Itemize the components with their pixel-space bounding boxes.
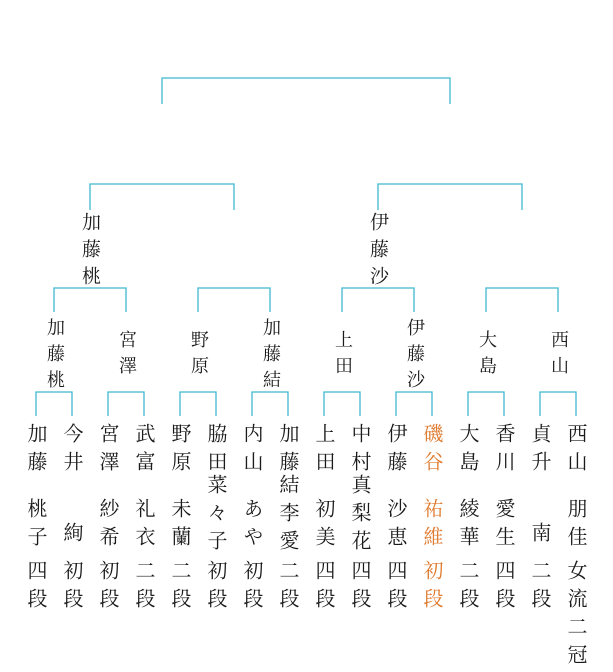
player-given-14 [492,498,516,554]
bracket-quarter-4 [486,288,558,312]
player-given-4-text: 礼衣 [132,498,156,554]
round2-name-3-text: 野原 [188,330,209,382]
player-family-6-text: 脇田 [204,423,228,479]
player-family-9 [312,423,336,479]
player-family-12-text: 磯谷 [420,423,444,479]
round2-name-2 [114,330,138,382]
player-given-7-text: あや [240,498,264,554]
round2-name-7-text: 大島 [476,330,497,382]
player-given-3-text: 紗希 [96,498,120,554]
player-given-3 [96,498,120,554]
player-given-2-text: 絢 [60,522,84,550]
player-rank-12 [420,560,444,616]
player-rank-4-text: 二段 [132,560,156,616]
player-given-14-text: 愛生 [492,498,516,554]
player-given-8 [276,474,300,558]
player-given-8-text: 結李愛 [276,474,300,558]
player-given-11-text: 沙恵 [384,498,408,554]
bracket-semifinal-right [378,184,522,210]
player-rank-13-text: 二段 [456,560,480,616]
player-family-11 [384,423,408,479]
player-rank-14 [492,560,516,616]
player-family-7 [240,423,264,479]
player-given-5-text: 未蘭 [168,498,192,554]
player-family-15 [528,423,552,479]
player-rank-15-text: 二段 [528,560,552,616]
player-family-12 [420,423,444,479]
round2-name-1 [42,318,66,396]
player-family-2-text: 今井 [60,423,84,479]
player-family-8 [276,423,300,479]
player-family-13 [456,423,480,479]
player-family-16 [564,423,588,479]
player-rank-10-text: 四段 [348,560,372,616]
round2-name-8 [546,330,570,382]
player-family-13-text: 大島 [456,423,480,479]
player-given-11 [384,498,408,554]
player-rank-7 [240,560,264,616]
player-rank-12-text: 初段 [420,560,444,616]
player-family-7-text: 内山 [240,423,264,479]
player-family-4-text: 武富 [132,423,156,479]
player-given-16-text: 朋佳 [564,498,588,554]
bracket-round1-2 [108,392,144,416]
player-rank-14-text: 四段 [492,560,516,616]
round2-name-6 [402,318,426,396]
player-rank-11 [384,560,408,616]
player-family-4 [132,423,156,479]
bracket-semifinal-left [90,184,234,210]
round2-name-5-text: 上田 [332,330,353,382]
player-rank-5-text: 二段 [168,560,192,616]
player-rank-2-text: 初段 [60,560,84,616]
round2-name-5 [330,330,354,382]
player-given-13-text: 綾華 [456,498,480,554]
player-given-15 [528,522,552,550]
player-family-16-text: 西山 [564,423,588,479]
player-rank-1-text: 四段 [24,560,48,616]
player-rank-7-text: 初段 [240,560,264,616]
round2-name-7 [474,330,498,382]
player-given-15-text: 南 [528,522,552,550]
player-given-6-text: 菜々子 [204,474,228,558]
player-family-10-text: 中村 [348,423,372,479]
player-family-14 [492,423,516,479]
player-family-14-text: 香川 [492,423,516,479]
player-rank-4 [132,560,156,616]
player-given-6 [204,474,228,558]
player-family-11-text: 伊藤 [384,423,408,479]
player-given-9 [312,498,336,554]
round2-name-4 [258,318,282,396]
player-given-9-text: 初美 [312,498,336,554]
round2-name-3 [186,330,210,382]
player-family-2 [60,423,84,479]
semifinal-name-1 [78,212,102,293]
player-family-10 [348,423,372,479]
player-family-15-text: 貞升 [528,423,552,479]
player-given-5 [168,498,192,554]
round2-name-2-text: 宮澤 [116,330,137,382]
player-rank-8-text: 二段 [276,560,300,616]
player-rank-5 [168,560,192,616]
player-given-12 [420,498,444,554]
player-rank-13 [456,560,480,616]
player-family-5 [168,423,192,479]
semifinal-name-1-text: 加藤桃 [79,212,101,293]
player-family-3 [96,423,120,479]
semifinal-name-2-text: 伊藤沙 [367,212,389,293]
player-rank-1 [24,560,48,616]
player-given-7 [240,498,264,554]
player-given-12-text: 祐維 [420,498,444,554]
player-family-1 [24,423,48,479]
player-rank-8 [276,560,300,616]
player-family-5-text: 野原 [168,423,192,479]
player-rank-9-text: 四段 [312,560,336,616]
bracket-round1-7 [468,392,504,416]
player-given-1 [24,498,48,554]
player-rank-6-text: 初段 [204,560,228,616]
semifinal-name-2 [366,212,390,293]
round2-name-1-text: 加藤桃 [44,318,65,396]
player-rank-15 [528,560,552,616]
player-rank-2 [60,560,84,616]
player-rank-16-text: 女流二冠 [564,560,588,672]
player-rank-10 [348,560,372,616]
player-given-16 [564,498,588,554]
player-rank-6 [204,560,228,616]
player-given-4 [132,498,156,554]
player-rank-3 [96,560,120,616]
bracket-final [162,78,450,104]
player-family-1-text: 加藤 [24,423,48,479]
player-given-1-text: 桃子 [24,498,48,554]
player-rank-3-text: 初段 [96,560,120,616]
player-rank-9 [312,560,336,616]
player-rank-16 [564,560,588,672]
player-given-2 [60,522,84,550]
round2-name-8-text: 西山 [548,330,569,382]
bracket-round1-5 [324,392,360,416]
round2-name-6-text: 伊藤沙 [404,318,425,396]
bracket-round1-8 [540,392,576,416]
player-given-13 [456,498,480,554]
player-family-9-text: 上田 [312,423,336,479]
player-family-3-text: 宮澤 [96,423,120,479]
bracket-round1-3 [180,392,216,416]
player-family-8-text: 加藤 [276,423,300,479]
bracket-quarter-2 [198,288,270,312]
player-given-10-text: 真梨花 [348,474,372,558]
player-given-10 [348,474,372,558]
round2-name-4-text: 加藤結 [260,318,281,396]
player-rank-11-text: 四段 [384,560,408,616]
player-family-6 [204,423,228,479]
